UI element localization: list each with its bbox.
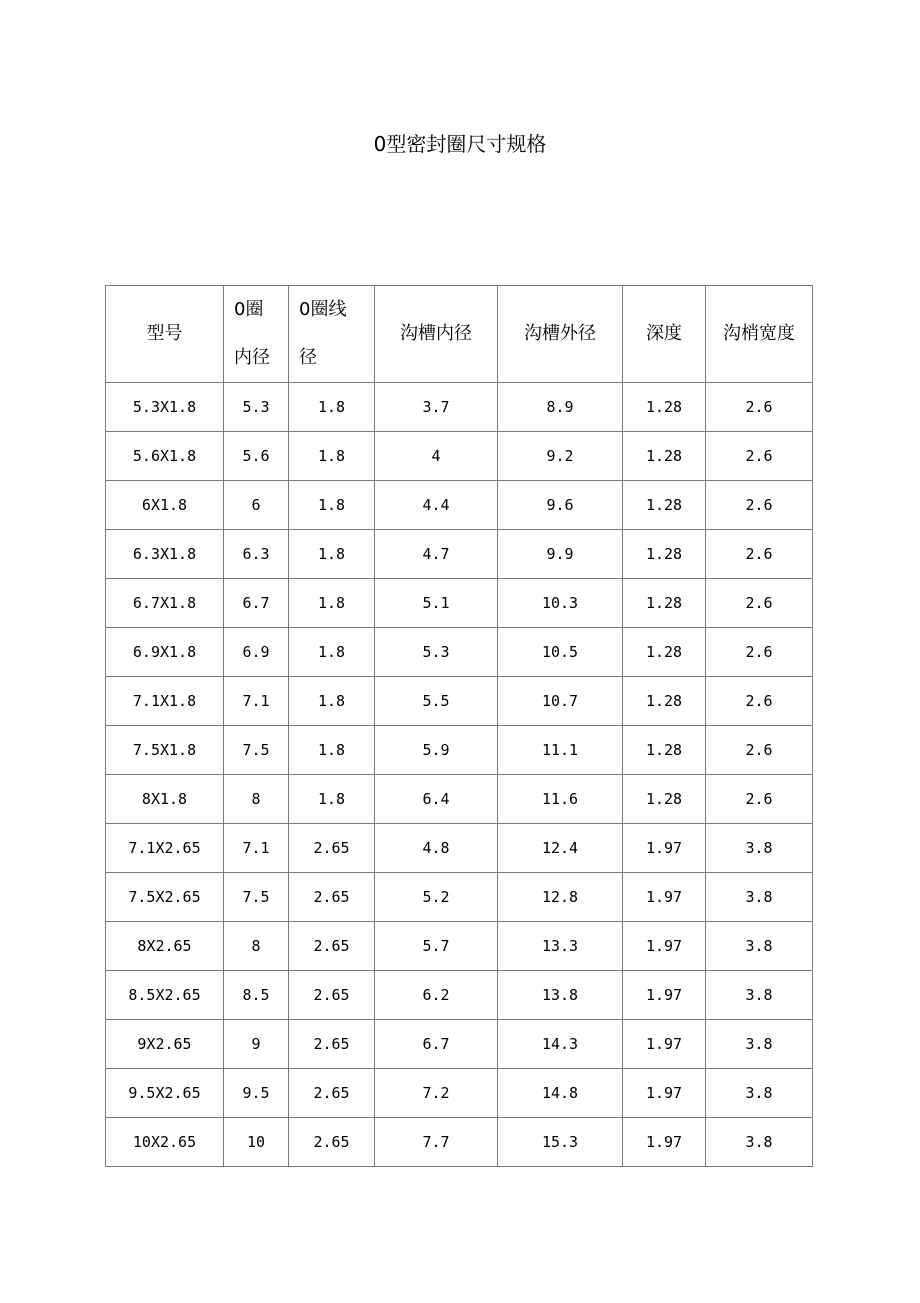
cell-model: 10X2.65 <box>106 1118 224 1167</box>
cell-model: 5.6X1.8 <box>106 432 224 481</box>
table-row <box>106 1020 813 1069</box>
cell-inner-diameter: 6.9 <box>224 628 289 677</box>
table-row <box>106 726 813 775</box>
cell-groove-width: 3.8 <box>706 971 813 1020</box>
table-row <box>106 579 813 628</box>
cell-wire-diameter: 2.65 <box>289 1118 375 1167</box>
cell-inner-diameter: 7.1 <box>224 677 289 726</box>
cell-wire-diameter: 1.8 <box>289 530 375 579</box>
cell-groove-width: 3.8 <box>706 1020 813 1069</box>
cell-model: 6.3X1.8 <box>106 530 224 579</box>
cell-depth: 1.28 <box>623 628 706 677</box>
cell-wire-diameter: 2.65 <box>289 824 375 873</box>
cell-groove-outer: 12.8 <box>498 873 623 922</box>
cell-groove-outer: 14.8 <box>498 1069 623 1118</box>
cell-groove-inner: 6.4 <box>375 775 498 824</box>
cell-groove-width: 2.6 <box>706 628 813 677</box>
cell-model: 6.7X1.8 <box>106 579 224 628</box>
cell-groove-width: 2.6 <box>706 383 813 432</box>
cell-groove-inner: 6.2 <box>375 971 498 1020</box>
cell-model: 7.5X1.8 <box>106 726 224 775</box>
cell-groove-outer: 8.9 <box>498 383 623 432</box>
cell-groove-outer: 10.7 <box>498 677 623 726</box>
cell-groove-width: 3.8 <box>706 873 813 922</box>
cell-wire-diameter: 2.65 <box>289 1020 375 1069</box>
cell-depth: 1.97 <box>623 1020 706 1069</box>
header-inner-diameter-line1: 0圈 <box>234 299 264 320</box>
cell-depth: 1.28 <box>623 677 706 726</box>
cell-model: 7.5X2.65 <box>106 873 224 922</box>
table-row <box>106 873 813 922</box>
cell-model: 8.5X2.65 <box>106 971 224 1020</box>
cell-groove-width: 2.6 <box>706 432 813 481</box>
cell-inner-diameter: 5.6 <box>224 432 289 481</box>
cell-groove-inner: 4.7 <box>375 530 498 579</box>
cell-groove-width: 2.6 <box>706 677 813 726</box>
spec-table <box>105 285 813 1167</box>
cell-groove-width: 2.6 <box>706 481 813 530</box>
cell-wire-diameter: 1.8 <box>289 432 375 481</box>
cell-model: 5.3X1.8 <box>106 383 224 432</box>
cell-model: 7.1X2.65 <box>106 824 224 873</box>
cell-groove-width: 2.6 <box>706 726 813 775</box>
cell-groove-width: 2.6 <box>706 579 813 628</box>
cell-inner-diameter: 7.5 <box>224 873 289 922</box>
cell-model: 8X1.8 <box>106 775 224 824</box>
header-groove-width: 沟梢宽度 <box>706 286 813 383</box>
table-body <box>106 383 813 1167</box>
cell-groove-inner: 5.7 <box>375 922 498 971</box>
cell-wire-diameter: 1.8 <box>289 677 375 726</box>
cell-depth: 1.28 <box>623 481 706 530</box>
cell-groove-inner: 6.7 <box>375 1020 498 1069</box>
cell-groove-outer: 12.4 <box>498 824 623 873</box>
table-row <box>106 481 813 530</box>
cell-groove-width: 3.8 <box>706 922 813 971</box>
cell-groove-outer: 9.6 <box>498 481 623 530</box>
cell-groove-width: 2.6 <box>706 775 813 824</box>
cell-model: 6.9X1.8 <box>106 628 224 677</box>
cell-model: 7.1X1.8 <box>106 677 224 726</box>
cell-inner-diameter: 6 <box>224 481 289 530</box>
cell-inner-diameter: 5.3 <box>224 383 289 432</box>
cell-groove-inner: 5.1 <box>375 579 498 628</box>
cell-wire-diameter: 2.65 <box>289 1069 375 1118</box>
cell-depth: 1.97 <box>623 1118 706 1167</box>
cell-depth: 1.97 <box>623 824 706 873</box>
cell-groove-inner: 3.7 <box>375 383 498 432</box>
cell-groove-inner: 4.4 <box>375 481 498 530</box>
cell-wire-diameter: 1.8 <box>289 481 375 530</box>
header-model: 型号 <box>106 286 224 383</box>
cell-wire-diameter: 1.8 <box>289 579 375 628</box>
cell-inner-diameter: 7.1 <box>224 824 289 873</box>
cell-groove-outer: 10.3 <box>498 579 623 628</box>
cell-groove-inner: 5.5 <box>375 677 498 726</box>
header-groove-inner: 沟槽内径 <box>375 286 498 383</box>
cell-groove-outer: 13.8 <box>498 971 623 1020</box>
table-row <box>106 1069 813 1118</box>
cell-groove-outer: 14.3 <box>498 1020 623 1069</box>
table-row <box>106 432 813 481</box>
cell-depth: 1.28 <box>623 530 706 579</box>
cell-groove-width: 3.8 <box>706 1118 813 1167</box>
cell-model: 8X2.65 <box>106 922 224 971</box>
cell-depth: 1.28 <box>623 775 706 824</box>
cell-model: 9X2.65 <box>106 1020 224 1069</box>
cell-groove-outer: 11.1 <box>498 726 623 775</box>
cell-groove-inner: 5.3 <box>375 628 498 677</box>
page-title: 0型密封圈尺寸规格 <box>373 132 547 156</box>
cell-inner-diameter: 9 <box>224 1020 289 1069</box>
cell-depth: 1.97 <box>623 922 706 971</box>
cell-wire-diameter: 1.8 <box>289 628 375 677</box>
cell-groove-inner: 4 <box>375 432 498 481</box>
cell-model: 6X1.8 <box>106 481 224 530</box>
cell-wire-diameter: 2.65 <box>289 971 375 1020</box>
cell-depth: 1.97 <box>623 873 706 922</box>
header-row <box>106 286 813 383</box>
cell-groove-width: 3.8 <box>706 1069 813 1118</box>
cell-depth: 1.97 <box>623 1069 706 1118</box>
cell-groove-width: 2.6 <box>706 530 813 579</box>
cell-groove-outer: 10.5 <box>498 628 623 677</box>
header-inner-diameter-line2: 内径 <box>234 347 270 368</box>
cell-groove-inner: 5.2 <box>375 873 498 922</box>
cell-groove-inner: 4.8 <box>375 824 498 873</box>
cell-depth: 1.28 <box>623 432 706 481</box>
cell-wire-diameter: 2.65 <box>289 922 375 971</box>
cell-depth: 1.28 <box>623 726 706 775</box>
cell-inner-diameter: 8 <box>224 775 289 824</box>
cell-groove-outer: 11.6 <box>498 775 623 824</box>
cell-wire-diameter: 1.8 <box>289 726 375 775</box>
cell-groove-inner: 7.2 <box>375 1069 498 1118</box>
table-row <box>106 530 813 579</box>
cell-model: 9.5X2.65 <box>106 1069 224 1118</box>
header-depth: 深度 <box>623 286 706 383</box>
header-wire-diameter-line2: 径 <box>299 347 317 368</box>
table-row <box>106 922 813 971</box>
header-groove-outer: 沟槽外径 <box>498 286 623 383</box>
cell-wire-diameter: 1.8 <box>289 775 375 824</box>
cell-inner-diameter: 6.3 <box>224 530 289 579</box>
cell-inner-diameter: 8.5 <box>224 971 289 1020</box>
cell-groove-inner: 5.9 <box>375 726 498 775</box>
cell-inner-diameter: 9.5 <box>224 1069 289 1118</box>
cell-depth: 1.28 <box>623 579 706 628</box>
cell-groove-outer: 9.9 <box>498 530 623 579</box>
cell-groove-outer: 15.3 <box>498 1118 623 1167</box>
cell-depth: 1.97 <box>623 971 706 1020</box>
cell-groove-width: 3.8 <box>706 824 813 873</box>
table-row <box>106 1118 813 1167</box>
table-row <box>106 628 813 677</box>
cell-wire-diameter: 2.65 <box>289 873 375 922</box>
cell-groove-inner: 7.7 <box>375 1118 498 1167</box>
cell-groove-outer: 13.3 <box>498 922 623 971</box>
cell-inner-diameter: 6.7 <box>224 579 289 628</box>
table-row <box>106 775 813 824</box>
cell-groove-outer: 9.2 <box>498 432 623 481</box>
header-wire-diameter <box>289 286 375 383</box>
table-header <box>106 286 813 383</box>
table-row <box>106 383 813 432</box>
cell-inner-diameter: 8 <box>224 922 289 971</box>
cell-inner-diameter: 7.5 <box>224 726 289 775</box>
table-row <box>106 677 813 726</box>
header-inner-diameter <box>224 286 289 383</box>
cell-depth: 1.28 <box>623 383 706 432</box>
cell-wire-diameter: 1.8 <box>289 383 375 432</box>
header-wire-diameter-line1: 0圈线 <box>299 299 347 320</box>
table-row <box>106 971 813 1020</box>
cell-inner-diameter: 10 <box>224 1118 289 1167</box>
table-row <box>106 824 813 873</box>
